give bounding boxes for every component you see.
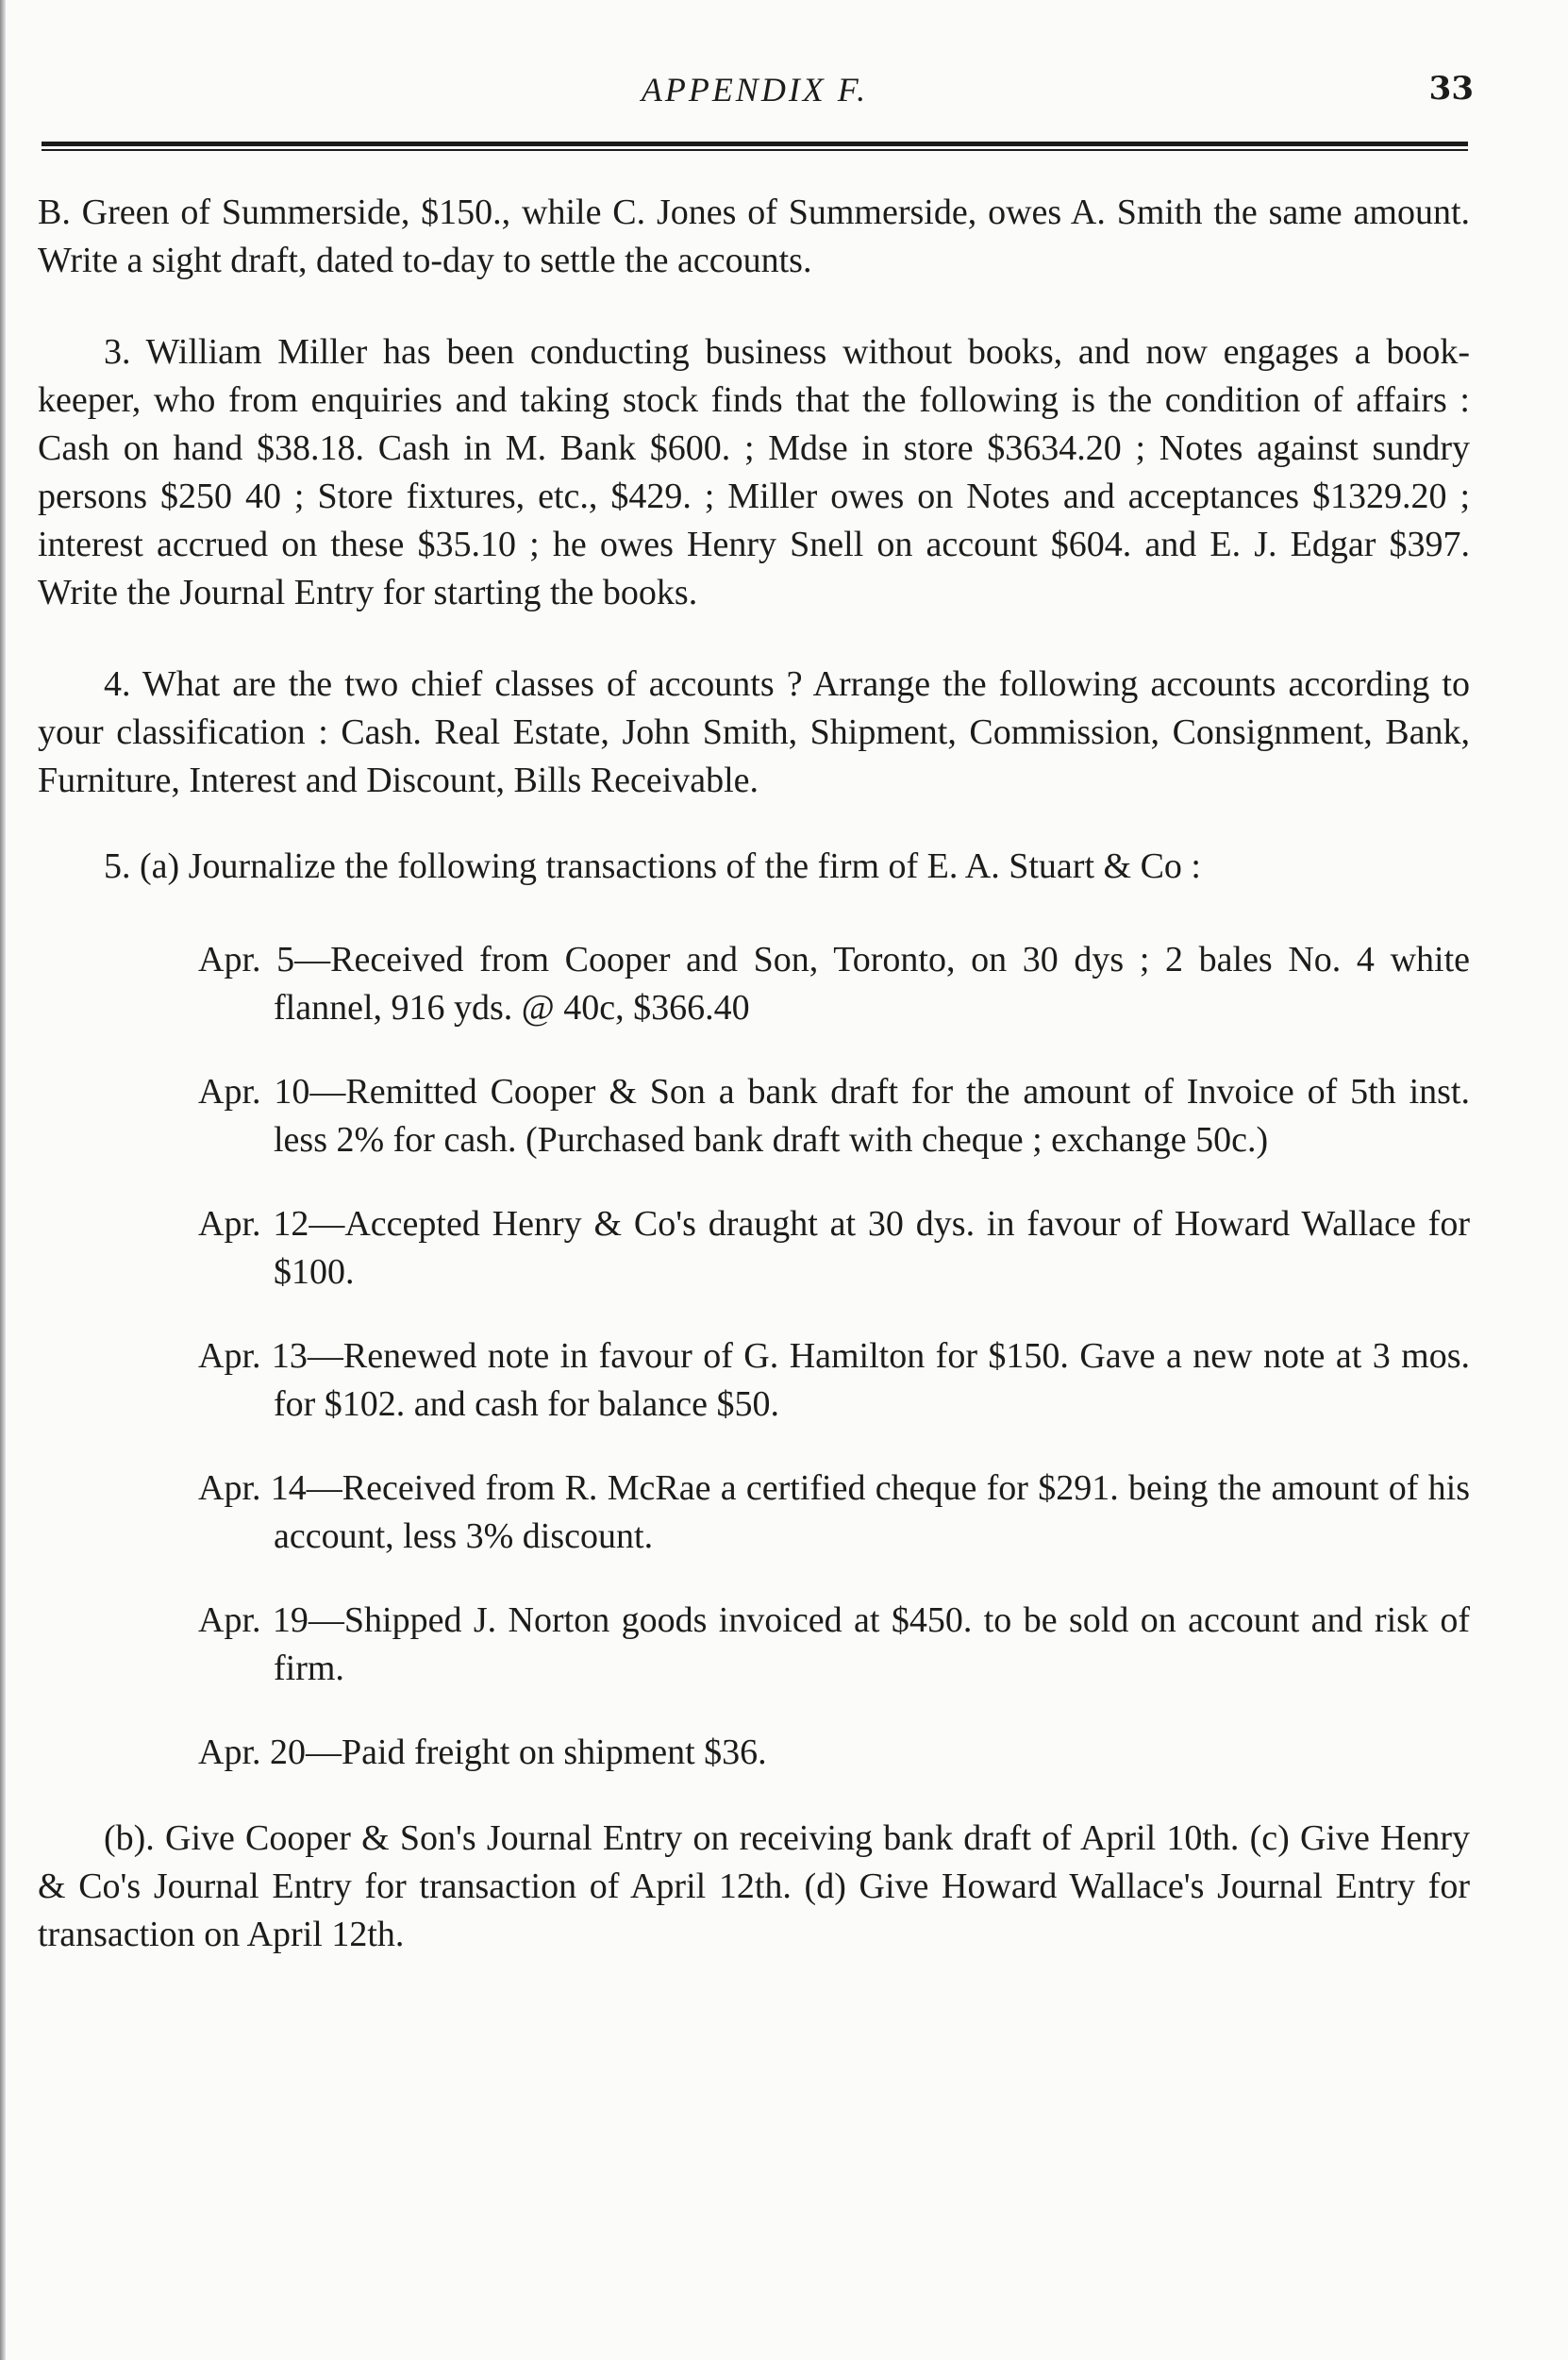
header-rule-thin (42, 149, 1468, 151)
page-header (38, 66, 1472, 123)
continuation-paragraph: B. Green of Summerside, $150., while C. Jones of Summerside, owes A. Smith the same amount. Write a sight draft, dated to-day to settle the accounts. (38, 192, 1470, 280)
transaction-item: Apr. 13—Renewed note in favour of G. Hamilton for $150. Gave a new note at 3 mos. for $102. and cash for balance $50. (198, 1336, 1470, 1424)
question-5a-paragraph: 5. (a) Journalize the following transactions of the firm of E. A. Stuart & Co : (104, 846, 1201, 886)
transaction-item: Apr. 12—Accepted Henry & Co's draught at 30 dys. in favour of Howard Wallace for $100. (198, 1204, 1470, 1292)
transaction-item: Apr. 5—Received from Cooper and Son, Toronto, on 30 dys ; 2 bales No. 4 white flannel, 916 yds. @ 40c, $366.40 (198, 940, 1470, 1028)
transaction-item: Apr. 20—Paid freight on shipment $36. (198, 1732, 767, 1772)
header-rule (42, 142, 1468, 153)
page-number: 33 (1428, 70, 1474, 108)
question-3-paragraph: 3. William Miller has been conducting business without books, and now engages a book-keeper, who from enquiries and taking stock finds that the following is the condition of affairs : Cash on hand $38.18. Cash in M. Bank $600. ; Mdse in store $3634.20 ; Notes against sundry persons $250 40 ; Store fixtures, etc., $429. ; Miller owes on Notes and acceptances $1329.20 ; interest accrued on these $35.10 ; he owes Henry Snell on account $604. and E. J. Edgar $397. Write the Journal Entry for starting the books. (38, 332, 1470, 612)
page-body (38, 189, 1470, 1959)
transaction-list (38, 936, 1470, 1777)
transaction-item: Apr. 14—Received from R. McRae a certified cheque for $291. being the amount of his account, less 3% discount. (198, 1468, 1470, 1556)
question-4-paragraph: 4. What are the two chief classes of accounts ? Arrange the following accounts according to your classification : Cash. Real Estate, John Smith, Shipment, Commission, Consignment, Bank, Furniture, Interest and Discount, Bills Receivable. (38, 664, 1470, 800)
transaction-item: Apr. 10—Remitted Cooper & Son a bank draft for the amount of Invoice of 5th inst. less 2% for cash. (Purchased bank draft with cheque ; exchange 50c.) (198, 1072, 1470, 1160)
running-title: APPENDIX F. (641, 71, 869, 109)
question-5bcd-paragraph: (b). Give Cooper & Son's Journal Entry on receiving bank draft of April 10th. (c) Give Henry & Co's Journal Entry for transaction of April 12th. (d) Give Howard Wallace's Journal Entry for transaction on April 12th. (38, 1818, 1470, 1954)
page-edge-shadow (0, 0, 6, 2360)
header-rule-thick (42, 142, 1468, 146)
transaction-item: Apr. 19—Shipped J. Norton goods invoiced at $450. to be sold on account and risk of firm. (198, 1600, 1470, 1688)
